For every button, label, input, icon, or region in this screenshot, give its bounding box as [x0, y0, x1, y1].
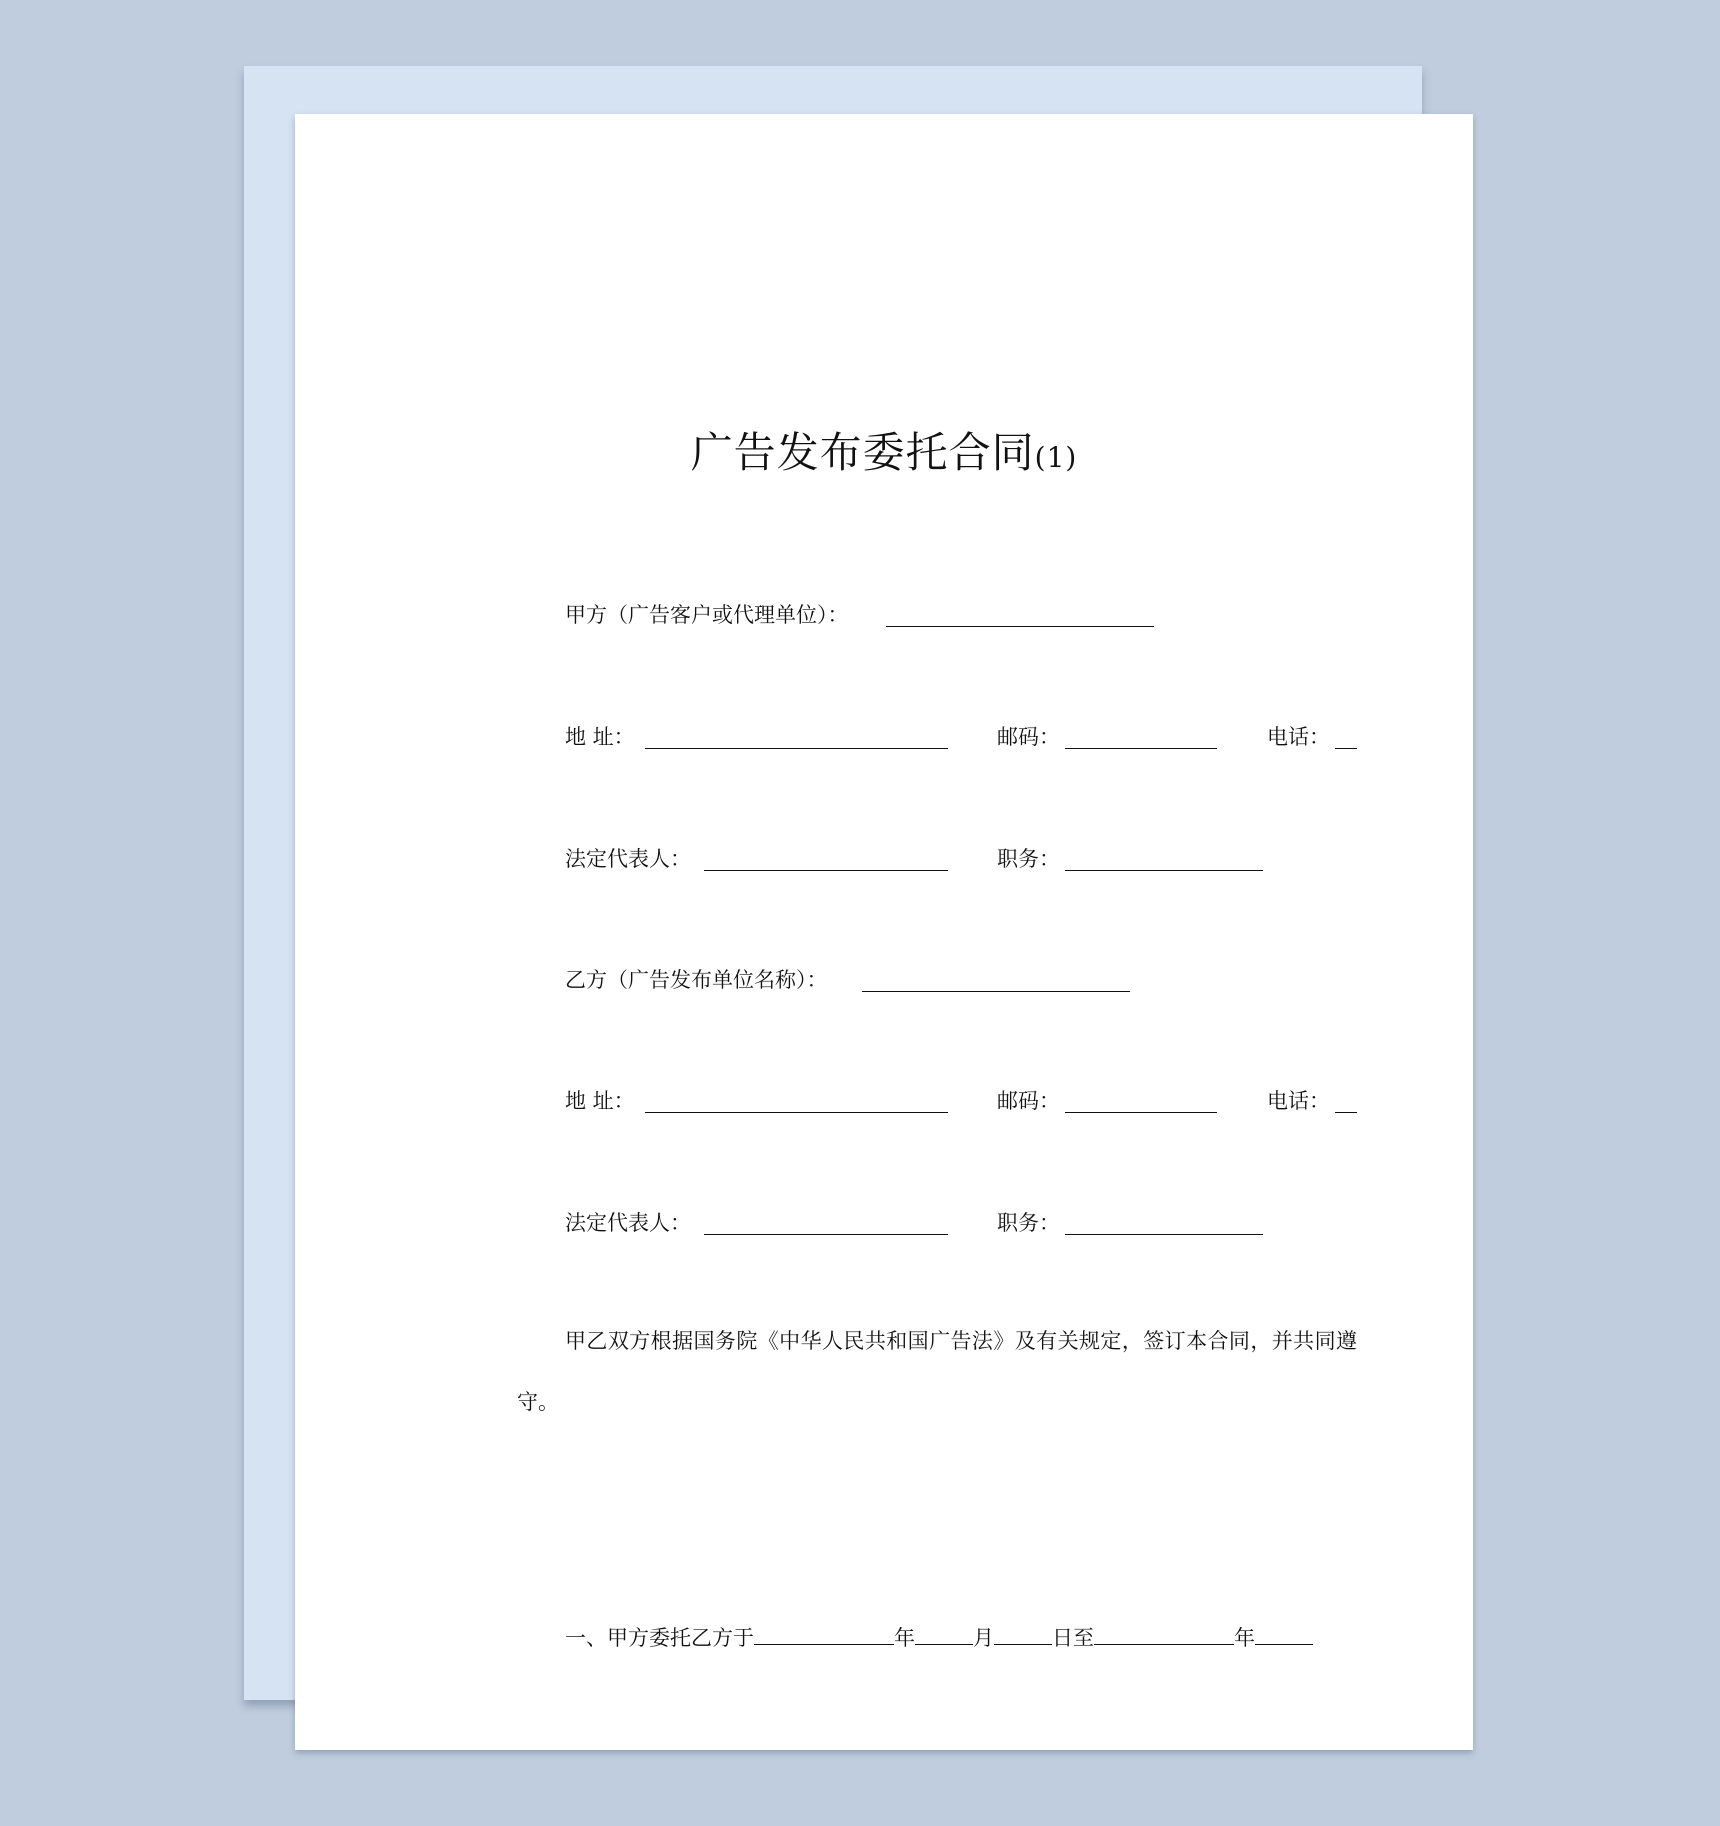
- party-b-blank: [862, 991, 1130, 992]
- title-suffix: (1): [1034, 441, 1078, 474]
- clause-1-month-blank: [915, 1622, 973, 1645]
- clause-1-year-label: 年: [894, 1626, 915, 1650]
- party-b-rep-blank: [704, 1234, 948, 1235]
- party-b-rep-label: 法定代表人：: [565, 1211, 691, 1235]
- document-title: [295, 420, 1473, 480]
- party-a-phone-label: 电话：: [1267, 725, 1330, 749]
- party-a-postcode-label: 邮码：: [997, 725, 1060, 749]
- party-a-label: 甲方（广告客户或代理单位）：: [565, 603, 849, 627]
- party-b-phone-label: 电话：: [1267, 1089, 1330, 1113]
- party-a-rep-label: 法定代表人：: [565, 847, 691, 871]
- clause-1-year2-label: 年: [1234, 1626, 1255, 1650]
- clause-1-end-year-blank: [1094, 1622, 1234, 1645]
- party-a-position-blank: [1065, 870, 1263, 871]
- clause-1-start-year-blank: [754, 1622, 894, 1645]
- clause-1-day-to-label: 日至: [1052, 1626, 1094, 1650]
- clause-1-row: [565, 1622, 1313, 1653]
- title-main: 广告发布委托合同: [690, 428, 1035, 477]
- party-b-position-label: 职务：: [997, 1211, 1060, 1235]
- party-b-label: 乙方（广告发布单位名称）：: [565, 968, 828, 992]
- party-a-postcode-blank: [1065, 748, 1217, 749]
- party-a-address-label: 地 址：: [565, 725, 635, 749]
- party-b-phone-blank: [1335, 1112, 1357, 1113]
- clause-1-lead: 一、甲方委托乙方于: [565, 1626, 754, 1650]
- clause-1-month-label: 月: [973, 1626, 994, 1650]
- party-b-postcode-label: 邮码：: [997, 1089, 1060, 1113]
- party-a-position-label: 职务：: [997, 847, 1060, 871]
- party-b-postcode-blank: [1065, 1112, 1217, 1113]
- party-a-address-blank: [645, 748, 948, 749]
- clause-1-day-blank: [994, 1622, 1052, 1645]
- party-b-address-blank: [645, 1112, 948, 1113]
- clause-1-trailing-blank: [1255, 1622, 1313, 1645]
- party-a-phone-blank: [1335, 748, 1357, 749]
- intro-paragraph: 甲乙双方根据国务院《中华人民共和国广告法》及有关规定，签订本合同，并共同遵守。: [517, 1329, 1357, 1414]
- party-a-blank: [886, 626, 1154, 627]
- party-b-address-label: 地 址：: [565, 1089, 635, 1113]
- party-b-position-blank: [1065, 1234, 1263, 1235]
- document-page: [295, 114, 1473, 1750]
- party-a-rep-blank: [704, 870, 948, 871]
